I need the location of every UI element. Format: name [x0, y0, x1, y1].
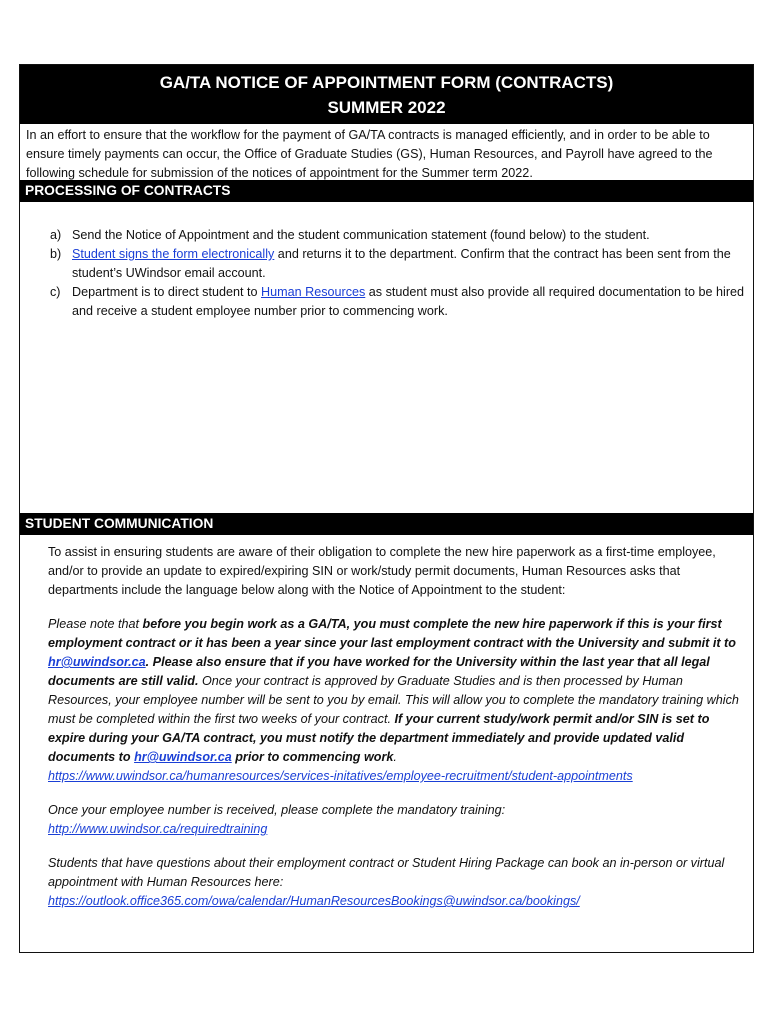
processing-heading: PROCESSING OF CONTRACTS — [20, 180, 753, 202]
signs-form-electronically-link[interactable]: Student signs the form electronically — [72, 247, 275, 261]
processing-list — [20, 202, 753, 513]
human-resources-link[interactable]: Human Resources — [261, 285, 366, 299]
list-item-text: as student must also provide all required documentation to be hired and receive a student employee number prior to commencing work. — [72, 285, 745, 318]
list-item-letter: b) — [50, 247, 62, 261]
student-appointments-link[interactable]: https://www.uwindsor.ca/humanresources/services-initatives/employee-recruitment/student-appointments — [48, 769, 633, 783]
form-title-bar — [20, 65, 753, 124]
communication-body — [20, 535, 753, 911]
list-item-letter: c) — [50, 285, 61, 299]
required-training-link[interactable]: http://www.uwindsor.ca/requiredtraining — [48, 822, 268, 836]
communication-intro: To assist in ensuring students are aware of their obligation to complete the new hire paperwork as a first-time employee, and/or to provide an update to expired/expiring SIN or work/study permit documents, Human Resources asks that departments include the language below along with the Notice of Appointment to the student: — [48, 545, 716, 597]
hr-email-link[interactable]: hr@uwindsor.ca — [134, 750, 232, 764]
hr-email-link[interactable]: hr@uwindsor.ca — [48, 655, 146, 669]
booking-statement: Students that have questions about their employment contract or Student Hiring Package can book an in-person or virtual appointment with Human Resources here: https://outlook.office365.com/owa/calendar/HumanResourcesBookings@uwindsor.ca/bookings/ — [48, 856, 725, 908]
intro-paragraph: In an effort to ensure that the workflow for the payment of GA/TA contracts is managed efficiently, and in order to be able to ensure timely payments can occur, the Office of Graduate Studies (GS), Human Resources, and Payroll have agreed to the following schedule for submission of the notices of appointment for the Summer term 2022. — [26, 128, 713, 180]
list-item — [50, 226, 747, 245]
hr-bookings-link[interactable]: https://outlook.office365.com/owa/calendar/HumanResourcesBookings@uwindsor.ca/bookings/ — [48, 894, 580, 908]
form-frame — [19, 64, 754, 953]
form-title: GA/TA NOTICE OF APPOINTMENT FORM (CONTRACTS) — [159, 73, 614, 92]
list-item — [50, 283, 747, 321]
training-statement: Once your employee number is received, please complete the mandatory training: http://www.uwindsor.ca/requiredtraining — [48, 803, 506, 836]
form-subtitle: SUMMER 2022 — [327, 98, 446, 117]
list-item-letter: a) — [50, 228, 62, 242]
list-item-text: Department is to direct student to — [72, 285, 261, 299]
list-item-text: and returns it to the department. Confirm that the contract has been sent from the student’s UWindsor email account. — [72, 247, 731, 280]
communication-heading: STUDENT COMMUNICATION — [20, 513, 753, 535]
list-item-text: Send the Notice of Appointment and the student communication statement (found below) to the student. — [72, 228, 650, 242]
notice-statement: Please note that before you begin work as a GA/TA, you must complete the new hire paperwork if this is your first employment contract or it has been a year since your last employment contract with the University and submit it to hr@uwindsor.ca. Please also ensure that if you have worked for the University within the last year that all legal documents are still valid. Once your contract is approved by Graduate Studies and is then processed by Human Resources, your employee number will be sent to you by email. This will allow you to complete the mandatory training which must be completed within the first two weeks of your contract. If your current study/work permit and/or SIN is set to expire during your GA/TA contract, you must notify the department immediately and provide updated valid documents to hr@uwindsor.ca prior to commencing work. https://www.uwindsor.ca/humanresources/services-initatives/employee-recruitment/student-appointments — [48, 617, 739, 783]
list-item — [50, 245, 747, 283]
